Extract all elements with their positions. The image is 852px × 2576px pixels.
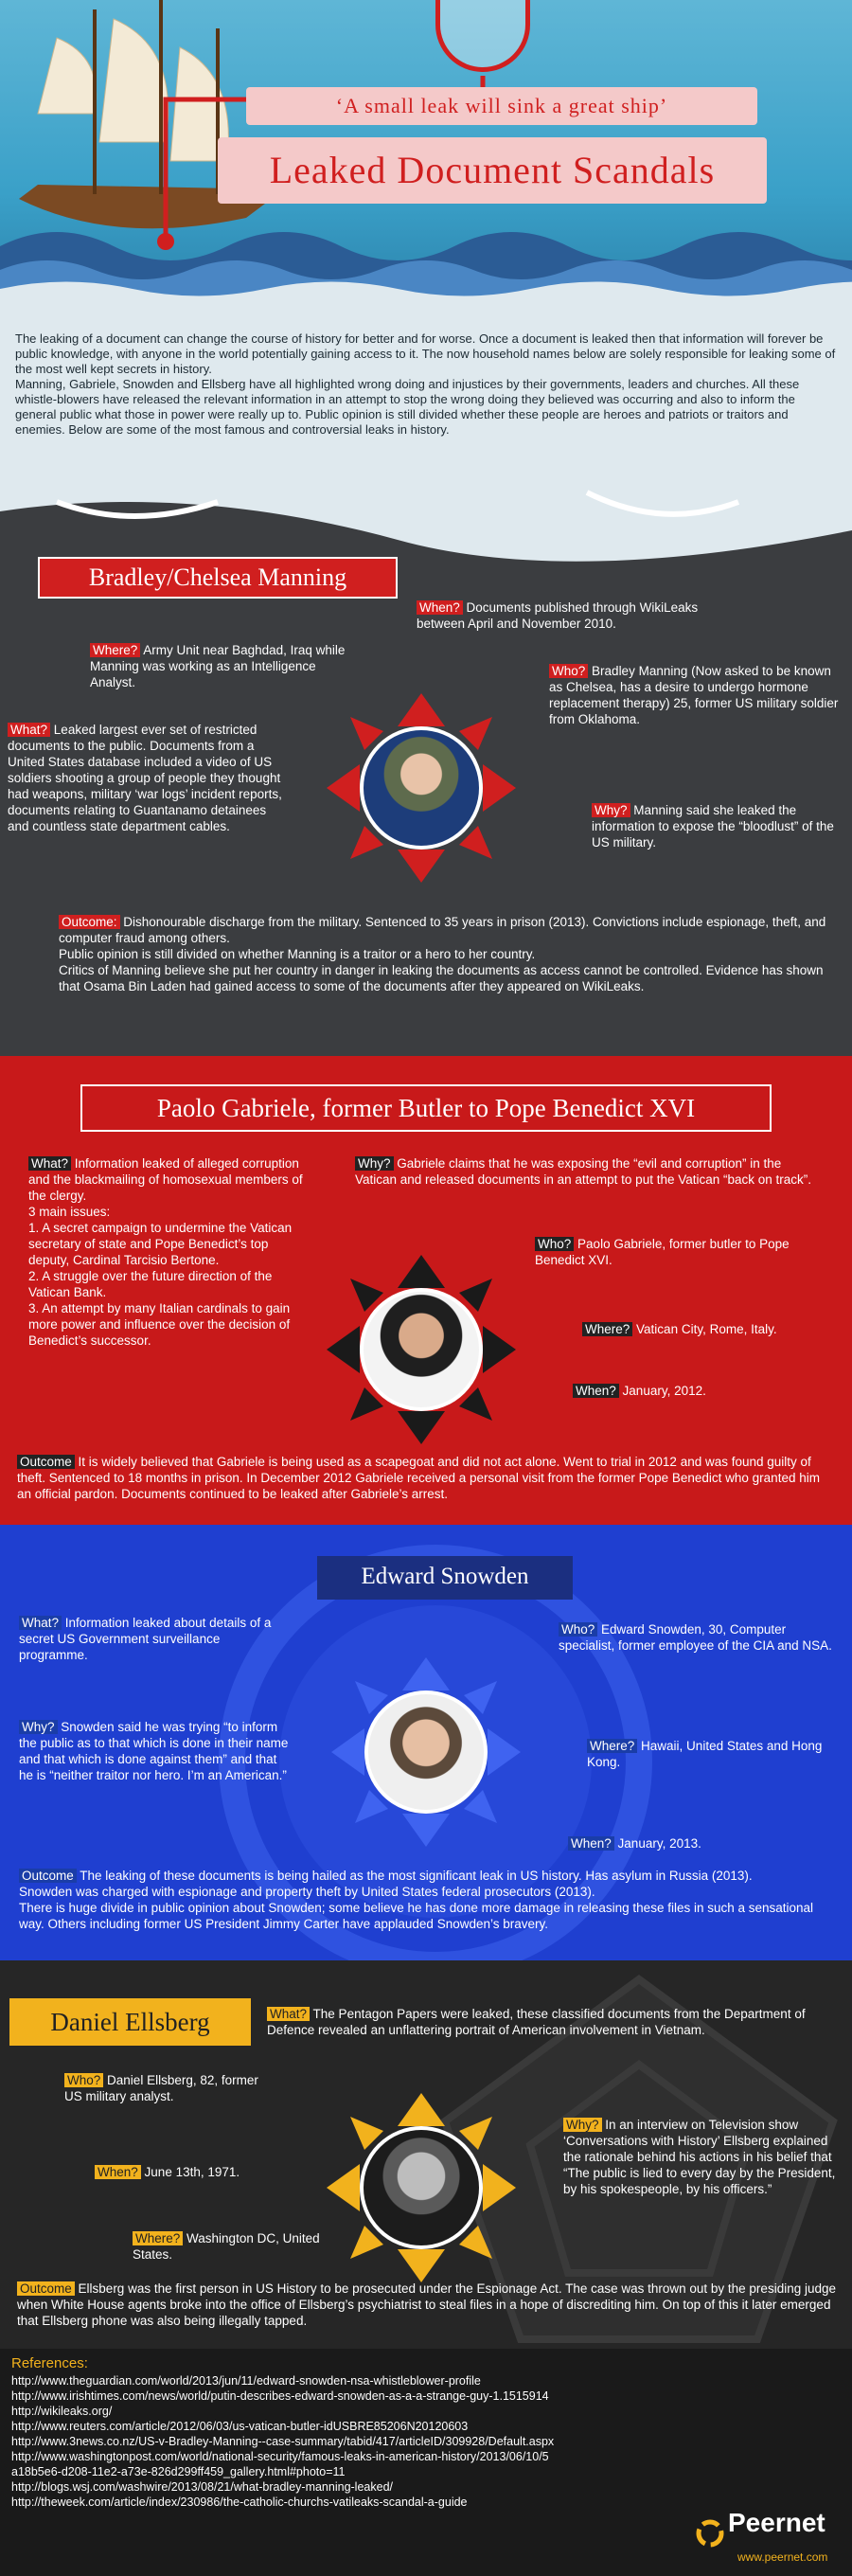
snowden-where (587, 1738, 833, 1770)
brand-name: Peernet (728, 2508, 825, 2537)
ellsberg-what (267, 2006, 821, 2038)
ellsberg-where-text: Washington DC, United States. (133, 2231, 320, 2262)
gabriele-why (355, 1155, 824, 1188)
section-snowden (0, 1525, 852, 1960)
section-manning (0, 474, 852, 1056)
gabriele-when (573, 1383, 762, 1399)
references-section (0, 2349, 852, 2576)
ellsberg-why-label: Why? (563, 2118, 602, 2132)
page-title: Leaked Document Scandals (218, 137, 767, 204)
snowden-what-label: What? (19, 1616, 62, 1630)
intro-text (0, 322, 852, 474)
gabriele-where-label: Where? (582, 1322, 632, 1336)
snowden-when-label: When? (568, 1836, 614, 1851)
reference-link[interactable]: http://www.washingtonpost.com/world/national-security/famous-leaks-in-american-history/2013/06/10/5 (11, 2450, 549, 2463)
gabriele-what (28, 1155, 312, 1349)
gabriele-who (535, 1236, 790, 1268)
section-gabriele (0, 1056, 852, 1525)
gabriele-outcome-label: Outcome (17, 1455, 75, 1469)
gabriele-outcome (17, 1454, 836, 1502)
reference-link[interactable]: http://www.irishtimes.com/news/world/putin-describes-edward-snowden-as-a-a-strange-guy-1.1515914 (11, 2389, 549, 2403)
gabriele-where-text: Vatican City, Rome, Italy. (636, 1322, 777, 1336)
manning-when-label: When? (417, 600, 463, 615)
ellsberg-who-text: Daniel Ellsberg, 82, former US military analyst. (64, 2073, 258, 2103)
gabriele-when-text: January, 2012. (622, 1384, 706, 1398)
snowden-outcome-3: There is huge divide in public opinion about Snowden; some believe he has done more damage in releasing these files in such a sensational way. Others including former US President Jimmy Carter have applauded Snowden’s bravery. (19, 1901, 814, 1931)
ellsberg-when-label: When? (95, 2165, 141, 2179)
manning-why-text: Manning said she leaked the information to expose the “bloodlust” of the US military. (592, 803, 834, 850)
snowden-why-label: Why? (19, 1720, 58, 1734)
manning-when (417, 599, 701, 632)
manning-why (592, 802, 847, 850)
snowden-why-text: Snowden said he was trying “to inform the public as to that which is done in their name and that which is done against them” and that he is “neither traitor nor hero. I’m an American.” (19, 1720, 289, 1782)
snowden-where-text: Hawaii, United States and Hong Kong. (587, 1739, 823, 1769)
gabriele-what-text: Information leaked of alleged corruption and the blackmailing of homosexual members of the clergy. (28, 1156, 303, 1203)
snowden-outcome-label: Outcome (19, 1869, 77, 1883)
snowden-who-text: Edward Snowden, 30, Computer specialist, former employee of the CIA and NSA. (559, 1622, 832, 1653)
manning-outcome (59, 914, 840, 994)
gabriele-when-label: When? (573, 1384, 619, 1398)
reference-link[interactable]: http://www.theguardian.com/world/2013/jun/11/edward-snowden-nsa-whistleblower-profile (11, 2374, 481, 2388)
gabriele-where (582, 1321, 838, 1337)
reference-link[interactable]: http://blogs.wsj.com/washwire/2013/08/21/what-bradley-manning-leaked/ (11, 2480, 393, 2494)
header-banner (0, 0, 852, 322)
section-ellsberg (0, 1960, 852, 2349)
gabriele-what-label: What? (28, 1156, 71, 1171)
manning-outcome-1: Dishonourable discharge from the military. Sentenced to 35 years in prison (2013). Convictions include espionage, theft, and computer fraud among others. (59, 915, 826, 945)
manning-outcome-label: Outcome: (59, 915, 120, 929)
reference-link[interactable]: http://www.reuters.com/article/2012/06/03/us-vatican-butler-idUSBRE85206N20120603 (11, 2420, 469, 2433)
ellsberg-who-label: Who? (64, 2073, 103, 2087)
ellsberg-what-label: What? (267, 2007, 310, 2021)
peernet-logo-icon (696, 2519, 724, 2548)
ellsberg-outcome-text: Ellsberg was the first person in US History to be prosecuted under the Espionage Act. The case was thrown out by the presiding judge when White House agents broke into the office of Ellsberg’s psychiatrist to steal files in a hope of discrediting him. On top of this it later emerged that Ellsberg phone was also being illegally tapped. (17, 2281, 836, 2328)
manning-what-text: Leaked largest ever set of restricted documents to the public. Documents from a United States database included a video of US soldiers shooting a group of people they thought had weapons, military ‘war logs’ incident reports, documents relating to Guantanamo detainees and countless state department cables. (8, 723, 282, 833)
ellsberg-when-text: June 13th, 1971. (144, 2165, 240, 2179)
manning-what-label: What? (8, 723, 50, 737)
gabriele-issues-title: 3 main issues: (28, 1205, 111, 1219)
gabriele-outcome-text: It is widely believed that Gabriele is being used as a scapegoat and did not act alone. Went to trial in 2012 and was found guilty of theft. Sentenced to 18 months in prison. In December 2012 Gabriele received a personal visit from the former Pope Benedict who granted him an official pardon. Documents continued to be leaked after Gabriele’s arrest. (17, 1455, 820, 1501)
manning-where (90, 642, 346, 690)
manning-when-text: Documents published through WikiLeaks between April and November 2010. (417, 600, 699, 631)
snowden-when (568, 1835, 757, 1852)
snowden-outcome-2: Snowden was charged with espionage and property theft by United States federal prosecutors (2013). (19, 1885, 595, 1899)
gabriele-who-text: Paolo Gabriele, former butler to Pope Benedict XVI. (535, 1237, 790, 1267)
header-quote: ‘A small leak will sink a great ship’ (246, 87, 757, 125)
gabriele-issue-2: 2. A struggle over the future direction of the Vatican Bank. (28, 1269, 273, 1299)
reference-link[interactable]: http://www.3news.co.nz/US-v-Bradley-Manning--case-summary/tabid/417/articleID/309928/Default.aspx (11, 2435, 555, 2448)
snowden-outcome-1: The leaking of these documents is being hailed as the most significant leak in US history. Has asylum in Russia (2013). (80, 1869, 753, 1883)
snowden-what-text: Information leaked about details of a secret US Government surveillance programme. (19, 1616, 272, 1662)
brand-logo (696, 2508, 847, 2568)
brand-url[interactable]: www.peernet.com (737, 2550, 828, 2564)
section-title-manning: Bradley/Chelsea Manning (38, 557, 398, 599)
snowden-outcome (19, 1868, 838, 1932)
snowden-where-label: Where? (587, 1739, 637, 1753)
manning-outcome-2: Public opinion is still divided on whether Manning is a traitor or a hero to her country. (59, 947, 536, 961)
section-title-ellsberg: Daniel Ellsberg (9, 1998, 251, 2046)
manning-where-label: Where? (90, 643, 140, 657)
ellsberg-who (64, 2072, 273, 2104)
ellsberg-outcome-label: Outcome (17, 2281, 75, 2296)
ellsberg-where (133, 2230, 341, 2263)
snowden-what (19, 1615, 275, 1663)
section-title-gabriele: Paolo Gabriele, former Butler to Pope Benedict XVI (80, 1084, 772, 1132)
manning-who (549, 663, 843, 727)
manning-outcome-3: Critics of Manning believe she put her country in danger in leaking the documents as access cannot be controlled. Evidence has shown that Osama Bin Laden had gained access to some of the documents after they appeared on WikiLeaks. (59, 963, 824, 993)
gabriele-why-label: Why? (355, 1156, 394, 1171)
manning-why-label: Why? (592, 803, 630, 817)
snowden-when-text: January, 2013. (617, 1836, 701, 1851)
snowden-why (19, 1719, 293, 1783)
ellsberg-outcome (17, 2281, 836, 2329)
gabriele-why-text: Gabriele claims that he was exposing the “evil and corruption” in the Vatican and released documents in an attempt to put the Vatican “back on track”. (355, 1156, 812, 1187)
manning-where-text: Army Unit near Baghdad, Iraq while Manning was working as an Intelligence Analyst. (90, 643, 346, 689)
ellsberg-when (95, 2164, 322, 2180)
section-title-snowden: Edward Snowden (317, 1556, 573, 1600)
gabriele-who-label: Who? (535, 1237, 574, 1251)
gabriele-issue-3: 3. An attempt by many Italian cardinals to gain more power and influence over the decision of Benedict’s successor. (28, 1301, 291, 1348)
ellsberg-where-label: Where? (133, 2231, 183, 2245)
snowden-portrait (364, 1690, 488, 1814)
ellsberg-portrait (360, 2126, 483, 2249)
manning-who-text: Bradley Manning (Now asked to be known as Chelsea, has a desire to undergo hormone replacement therapy) 25, former US military soldier from Oklahoma. (549, 664, 839, 726)
intro-paragraph-1: The leaking of a document can change the course of history for better and for worse. Once a document is leaked then that information will forever be public knowledge, with anyone in the world potentially gaining access to it. The now household names below are solely responsible for leaking some of the most well kept secrets in history. (15, 331, 836, 376)
references-title: References: (11, 2355, 88, 2371)
snowden-who-label: Who? (559, 1622, 597, 1637)
ellsberg-why-text: In an interview on Television show ‘Conversations with History’ Ellsberg explained the rationale behind his actions in his belief that “The public is lied to every day by the President, by his spokespeople, by his officers.” (563, 2118, 836, 2196)
gabriele-portrait (360, 1288, 483, 1411)
ellsberg-why (563, 2117, 838, 2197)
manning-portrait (360, 726, 483, 850)
reference-link[interactable]: a18b5e6-d208-11e2-a73e-826d299ff459_gallery.html#photo=11 (11, 2465, 346, 2478)
reference-link[interactable]: http://wikileaks.org/ (11, 2405, 113, 2418)
ellsberg-what-text: The Pentagon Papers were leaked, these classified documents from the Department of Defence revealed an unflattering portrait of American involvement in Vietnam. (267, 2007, 806, 2037)
snowden-who (559, 1621, 833, 1654)
manning-who-label: Who? (549, 664, 588, 678)
gabriele-issue-1: 1. A secret campaign to undermine the Vatican secretary of state and Pope Benedict’s top deputy, Cardinal Tarcisio Bertone. (28, 1221, 293, 1267)
manning-what (8, 722, 287, 834)
intro-paragraph-2: Manning, Gabriele, Snowden and Ellsberg have all highlighted wrong doing and injustices by their governments, leaders and churches. All these whistle-blowers have released the relevant information in an attempt to stop the wrong doing they believed was occurring and also to inform the general public what those in power were really up to. Public opinion is still divided whether these people are heroes and patriots or traitors and enemies. Below are some of the most famous and controversial leaks in history. (15, 377, 800, 437)
reference-link[interactable]: http://theweek.com/article/index/230986/the-catholic-churchs-vatileaks-scandal-a-guide (11, 2496, 468, 2509)
